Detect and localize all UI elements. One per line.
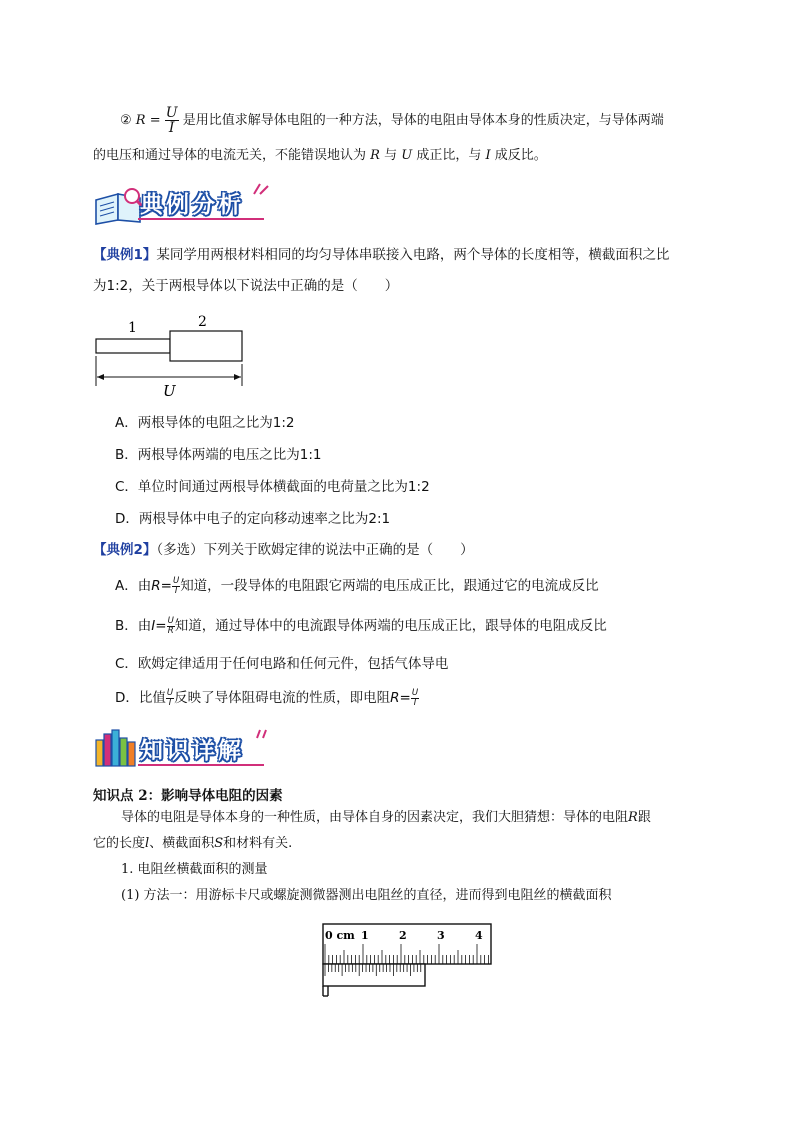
books-icon	[92, 726, 142, 768]
intro-line-2	[93, 146, 547, 166]
frac-num: U	[411, 688, 419, 698]
frac-den: I	[168, 697, 172, 708]
opt-b-pre: B．由	[115, 618, 152, 634]
tick-label-2: 2	[399, 929, 407, 942]
frac-den: I	[413, 697, 417, 708]
eq-sign: =	[160, 578, 172, 594]
frac-numerator: U	[165, 105, 178, 121]
frac-num: U	[172, 576, 180, 586]
formula-r: R	[135, 113, 146, 128]
sym-i: I	[151, 618, 156, 634]
conductor-figure	[88, 310, 253, 402]
example2-option-d	[115, 688, 419, 708]
knowledge-item-1: 1. 电阻丝横截面积的测量	[121, 862, 268, 877]
fig-label-2: 2	[198, 314, 207, 330]
example1-option-c: C．单位时间通过两根导体横截面的电荷量之比为1:2	[115, 479, 430, 495]
opt-d-pre: D．比值	[115, 690, 166, 706]
example1-stem-line1	[93, 245, 669, 265]
opt-a-pre: A．由	[115, 578, 152, 594]
example2-option-b	[115, 616, 607, 636]
opt-b-post: 知道，通过导体中的电流跟导体两端的电压成正比，跟导体的电阻成反比	[174, 618, 607, 634]
var-r: R	[370, 148, 380, 163]
var-u: U	[401, 148, 413, 163]
example1-option-b: B．两根导体两端的电压之比为1:1	[115, 447, 322, 463]
example2-stem	[93, 540, 474, 560]
vernier-caliper-figure	[320, 920, 495, 1000]
knowledge-item-1-1: (1) 方法一：用游标卡尺或螺旋测微器测出电阻丝的直径，进而得到电阻丝的横截面积	[121, 888, 612, 903]
frac-num: U	[166, 688, 174, 698]
intro-text-d: 成反比。	[494, 148, 547, 163]
frac-u-over-i	[172, 577, 180, 595]
opt-a-post: 知道，一段导体的电阻跟它两端的电压成正比，跟通过它的电流成反比	[180, 578, 599, 594]
knowledge-para-line2	[93, 834, 292, 854]
example1-stem-line2: 为1:2，关于两根导体以下说法中正确的是（ ）	[93, 278, 399, 294]
p1-b: 跟	[637, 810, 651, 825]
eq-sign: =	[399, 690, 411, 706]
var-s: S	[214, 836, 224, 851]
intro-line-1: ② R = $\frac{U}{I}$ 是用比值求解导体电阻的一种方法，导体的电阻由导体本身的性质决定，与导体两端	[120, 105, 664, 136]
frac-den: I	[174, 585, 178, 596]
intro-text-c: 成正比，与	[416, 148, 482, 163]
frac-den: R	[167, 625, 174, 636]
example1-tag: 【典例1】	[93, 247, 157, 263]
unit-label: 0 cm	[325, 929, 355, 942]
var-i: I	[485, 148, 491, 163]
tick-label-3: 3	[437, 929, 445, 942]
frac-num: U	[167, 616, 174, 626]
conductor-2	[170, 331, 242, 361]
example1-option-a: A．两根导体的电阻之比为1:2	[115, 415, 295, 431]
banner-knowledge-detail	[92, 726, 282, 772]
intro-line-1-text: 是用比值求解导体电阻的一种方法，导体的电阻由导体本身的性质决定，与导体两端	[182, 113, 664, 128]
example2-stem-text: （多选）下列关于欧姆定律的说法中正确的是（ ）	[156, 542, 474, 558]
intro-text-b: 与	[384, 148, 398, 163]
tick-label-4: 4	[475, 929, 483, 942]
knowledge-heading: 知识点 2：影响导体电阻的因素	[93, 788, 283, 804]
knowledge-para-line1	[121, 808, 651, 828]
sparkle-icon	[252, 180, 272, 196]
fig-label-u: U	[163, 382, 176, 400]
conductor-1	[96, 339, 170, 353]
frac-u-over-i	[166, 689, 174, 707]
sym-r: R	[151, 578, 161, 594]
example2-option-a	[115, 576, 599, 596]
banner-title: 典例分析	[140, 192, 244, 218]
p1-a: 导体的电阻是导体本身的一种性质，由导体自身的因素决定，我们大胆猜想：导体的电阻	[121, 810, 629, 825]
banner-underline	[138, 218, 264, 220]
p2-a: 它的长度	[93, 836, 146, 851]
var-r: R	[628, 810, 638, 825]
frac-u-over-i	[411, 689, 419, 707]
fig-label-1: 1	[128, 320, 137, 336]
banner-example-analysis	[92, 180, 282, 226]
quote-mark-icon	[254, 728, 270, 740]
example2-tag: 【典例2】	[93, 542, 157, 558]
sym-r: R	[390, 690, 400, 706]
opt-d-mid: 反映了导体阻碍电流的性质，即电阻	[174, 690, 391, 706]
example1-stem1: 某同学用两根材料相同的均匀导体串联接入电路，两个导体的长度相等，横截面积之比	[156, 247, 670, 263]
p2-c: 和材料有关.	[223, 836, 293, 851]
banner-underline	[138, 764, 264, 766]
eq-sign: =	[155, 618, 167, 634]
circled-marker: ②	[120, 113, 132, 128]
fraction-u-over-i	[165, 106, 179, 135]
banner-title: 知识详解	[140, 738, 244, 764]
p2-b: 、横截面积	[149, 836, 215, 851]
frac-denominator: I	[168, 120, 175, 136]
var-l: l	[145, 836, 150, 851]
example1-option-d: D．两根导体中电子的定向移动速率之比为2:1	[115, 511, 391, 527]
intro-text-a: 的电压和通过导体的电流无关，不能错误地认为	[93, 148, 367, 163]
tick-label-1: 1	[361, 929, 369, 942]
example2-option-c: C．欧姆定律适用于任何电路和任何元件，包括气体导电	[115, 656, 449, 672]
frac-u-over-r	[167, 617, 175, 635]
